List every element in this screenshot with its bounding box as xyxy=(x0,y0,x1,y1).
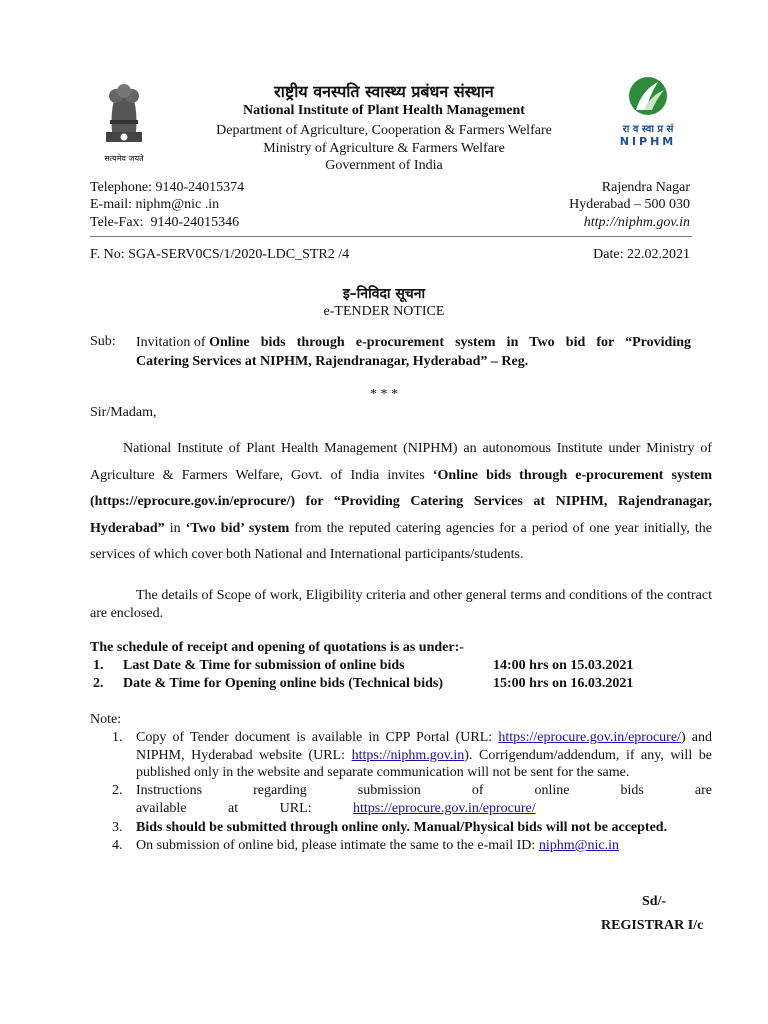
p1-text-c: in xyxy=(164,520,186,536)
institute-hindi-name: राष्ट्रीय वनस्पति स्वास्थ्य प्रबंधन संस्थान xyxy=(274,82,494,101)
schedule-row-1-value: 14:00 hrs on 15.03.2021 xyxy=(493,658,634,673)
body-paragraph-1 xyxy=(90,436,712,569)
note-1-text-c: ). Corrigendum/addendum, if any, will be published only in the website and separate communication will not be sent for the same. xyxy=(136,747,712,780)
note-1-text-b: ) and NIPHM, Hyderabad website (URL: xyxy=(136,730,712,763)
salutation: Sir/Madam, xyxy=(90,405,157,420)
header-divider xyxy=(90,236,692,237)
note-2-num: 2. xyxy=(112,783,123,798)
note-4-num: 4. xyxy=(112,838,123,853)
ministry-line: Ministry of Agriculture & Farmers Welfare xyxy=(263,141,505,156)
note-1 xyxy=(136,729,712,782)
institute-english-name: National Institute of Plant Health Management xyxy=(243,103,525,118)
schedule-row-2-label: Date & Time for Opening online bids (Technical bids) xyxy=(123,676,443,691)
note-2-link[interactable]: https://eprocure.gov.in/eprocure/ xyxy=(353,800,536,816)
notice-title-hindi: इ–निविदा सूचना xyxy=(342,286,426,302)
address-line-2: Hyderabad – 500 030 xyxy=(569,197,690,212)
note-1-niphm-link[interactable]: https://niphm.gov.in xyxy=(351,747,465,763)
note-4-email-link[interactable]: niphm@nic.in xyxy=(538,838,619,853)
p1-text-e: from the reputed catering agencies for a period of one year initially, the services of which cover both National and International participants/students. xyxy=(90,520,713,562)
signature-designation: REGISTRAR I/c xyxy=(601,918,704,933)
government-line: Government of India xyxy=(325,158,443,173)
notice-title: e-TENDER NOTICE xyxy=(323,304,445,319)
email: E-mail: niphm@nic .in xyxy=(90,197,220,212)
note-2 xyxy=(136,782,712,817)
address-line-1: Rajendra Nagar xyxy=(601,180,690,195)
note-1-text-a: Copy of Tender document is available in CPP Portal (URL: xyxy=(136,730,499,745)
schedule-row-2-value: 15:00 hrs on 16.03.2021 xyxy=(493,676,634,691)
schedule-row-1-label: Last Date & Time for submission of online bids xyxy=(123,658,405,673)
p1-bold-d: ‘Two bid’ system xyxy=(185,520,290,536)
schedule-heading: The schedule of receipt and opening of quotations is as under:- xyxy=(90,640,464,655)
body-paragraph-2: The details of Scope of work, Eligibility criteria and other general terms and conditions of the contract are enclosed. xyxy=(90,588,712,621)
subject-prefix: Invitation of xyxy=(136,335,210,350)
note-1-cpp-link[interactable]: https://eprocure.gov.in/eprocure/ xyxy=(498,730,681,745)
p1-text-a: National Institute of Plant Health Management (NIPHM) an autonomous Institute under Ministry of Agriculture & Farmers Welfare, Govt. of India invites xyxy=(90,441,712,483)
note-1-num: 1. xyxy=(112,730,123,745)
separator-stars: * * * xyxy=(370,387,398,402)
logo-hindi: रा व स्वा प्र सं xyxy=(622,124,674,135)
notice-date: Date: 22.02.2021 xyxy=(593,247,690,262)
department-line: Department of Agriculture, Cooperation & Farmers Welfare xyxy=(216,123,552,138)
schedule-row-2-num: 2. xyxy=(93,676,104,691)
note-3-num: 3. xyxy=(112,820,123,835)
subject-text xyxy=(136,333,691,371)
subject-label: Sub: xyxy=(90,334,116,349)
emblem-motto: सत्यमेव जयते xyxy=(104,154,144,163)
file-number: F. No: SGA-SERV0CS/1/2020-LDC_STR2 /4 xyxy=(90,247,350,262)
note-4-text: On submission of online bid, please intimate the same to the e-mail ID: xyxy=(136,838,539,853)
website[interactable]: http://niphm.gov.in xyxy=(583,215,690,230)
logo-english: NIPHM xyxy=(619,135,677,148)
note-4 xyxy=(136,837,712,855)
note-3: Bids should be submitted through online only. Manual/Physical bids will not be accepted. xyxy=(136,820,668,835)
schedule-row-1-num: 1. xyxy=(93,658,104,673)
note-2-text: Instructions regarding submission of online bids are available at URL: xyxy=(136,783,712,816)
telephone: Telephone: 9140-24015374 xyxy=(90,180,245,195)
subject-bold-line-1: Online bids through e-procurement system in Two bid for “Providing xyxy=(209,335,691,350)
subject-bold-line-2: Catering Services at NIPHM, Rajendranagar, Hyderabad” – Reg. xyxy=(136,354,529,369)
p1-bold-b: ‘Online bids through e-procurement system (https://eprocure.gov.in/eprocure/) for “Providing Catering Services at NIPHM, Rajendranagar, Hyderabad” xyxy=(90,467,712,536)
telefax: Tele-Fax: 9140-24015346 xyxy=(90,215,240,230)
notes-heading: Note: xyxy=(90,712,122,727)
signature-sd: Sd/- xyxy=(642,894,667,909)
